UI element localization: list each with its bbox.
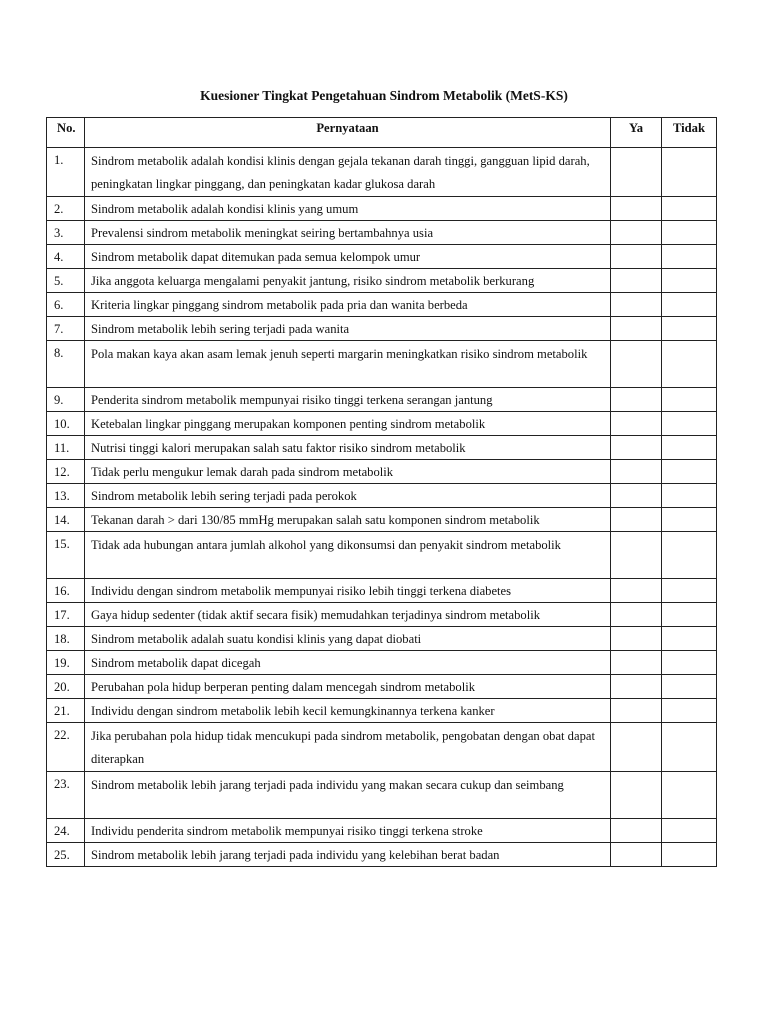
row-statement: Sindrom metabolik lebih jarang terjadi pada individu yang kelebihan berat badan [85, 843, 611, 867]
answer-yes-cell[interactable] [611, 723, 662, 772]
answer-yes-cell[interactable] [611, 197, 662, 221]
answer-yes-cell[interactable] [611, 508, 662, 532]
row-statement: Sindrom metabolik adalah kondisi klinis dengan gejala tekanan darah tinggi, gangguan lipid darah, peningkatan lingkar pinggang, dan peningkatan kadar glukosa darah [85, 148, 611, 197]
row-statement: Tidak perlu mengukur lemak darah pada sindrom metabolik [85, 460, 611, 484]
table-row [47, 843, 717, 867]
row-number: 16. [47, 579, 85, 603]
row-number: 9. [47, 388, 85, 412]
row-statement: Nutrisi tinggi kalori merupakan salah satu faktor risiko sindrom metabolik [85, 436, 611, 460]
row-number: 22. [47, 723, 85, 772]
table-row [47, 484, 717, 508]
row-number: 19. [47, 651, 85, 675]
table-row [47, 508, 717, 532]
answer-no-cell[interactable] [662, 388, 717, 412]
row-statement: Individu penderita sindrom metabolik mempunyai risiko tinggi terkena stroke [85, 819, 611, 843]
row-number: 10. [47, 412, 85, 436]
questionnaire-title: Kuesioner Tingkat Pengetahuan Sindrom Metabolik (MetS-KS) [200, 88, 568, 103]
row-statement: Individu dengan sindrom metabolik mempunyai risiko lebih tinggi terkena diabetes [85, 579, 611, 603]
row-number: 3. [47, 221, 85, 245]
row-statement: Sindrom metabolik adalah suatu kondisi klinis yang dapat diobati [85, 627, 611, 651]
answer-yes-cell[interactable] [611, 675, 662, 699]
row-statement: Sindrom metabolik lebih sering terjadi pada wanita [85, 317, 611, 341]
table-row [47, 341, 717, 388]
answer-yes-cell[interactable] [611, 579, 662, 603]
header-row [47, 118, 717, 148]
answer-yes-cell[interactable] [611, 412, 662, 436]
answer-yes-cell[interactable] [611, 843, 662, 867]
table-row [47, 460, 717, 484]
row-number: 7. [47, 317, 85, 341]
row-statement: Sindrom metabolik dapat ditemukan pada semua kelompok umur [85, 245, 611, 269]
row-number: 25. [47, 843, 85, 867]
answer-no-cell[interactable] [662, 197, 717, 221]
table-row [47, 148, 717, 197]
answer-no-cell[interactable] [662, 843, 717, 867]
table-row [47, 412, 717, 436]
row-number: 11. [47, 436, 85, 460]
table-row [47, 436, 717, 460]
answer-yes-cell[interactable] [611, 627, 662, 651]
row-number: 21. [47, 699, 85, 723]
row-statement: Perubahan pola hidup berperan penting dalam mencegah sindrom metabolik [85, 675, 611, 699]
row-number: 4. [47, 245, 85, 269]
row-statement: Individu dengan sindrom metabolik lebih kecil kemungkinannya terkena kanker [85, 699, 611, 723]
row-statement: Gaya hidup sedenter (tidak aktif secara fisik) memudahkan terjadinya sindrom metabolik [85, 603, 611, 627]
row-number: 2. [47, 197, 85, 221]
answer-no-cell[interactable] [662, 317, 717, 341]
row-statement: Pola makan kaya akan asam lemak jenuh seperti margarin meningkatkan risiko sindrom metabolik [85, 341, 611, 388]
answer-no-cell[interactable] [662, 412, 717, 436]
answer-yes-cell[interactable] [611, 532, 662, 579]
table-row [47, 699, 717, 723]
answer-no-cell[interactable] [662, 460, 717, 484]
answer-no-cell[interactable] [662, 293, 717, 317]
row-number: 20. [47, 675, 85, 699]
table-row [47, 388, 717, 412]
answer-yes-cell[interactable] [611, 388, 662, 412]
answer-no-cell[interactable] [662, 148, 717, 197]
answer-no-cell[interactable] [662, 245, 717, 269]
row-statement: Tidak ada hubungan antara jumlah alkohol yang dikonsumsi dan penyakit sindrom metabolik [85, 532, 611, 579]
table-row [47, 627, 717, 651]
row-statement: Jika perubahan pola hidup tidak mencukupi pada sindrom metabolik, pengobatan dengan obat dapat diterapkan [85, 723, 611, 772]
answer-no-cell[interactable] [662, 269, 717, 293]
answer-yes-cell[interactable] [611, 221, 662, 245]
table-row [47, 293, 717, 317]
row-statement: Ketebalan lingkar pinggang merupakan komponen penting sindrom metabolik [85, 412, 611, 436]
answer-yes-cell[interactable] [611, 245, 662, 269]
answer-no-cell[interactable] [662, 819, 717, 843]
answer-yes-cell[interactable] [611, 436, 662, 460]
answer-yes-cell[interactable] [611, 460, 662, 484]
answer-yes-cell[interactable] [611, 293, 662, 317]
table-row [47, 269, 717, 293]
table-row [47, 245, 717, 269]
table-row [47, 675, 717, 699]
row-number: 14. [47, 508, 85, 532]
row-statement: Penderita sindrom metabolik mempunyai risiko tinggi terkena serangan jantung [85, 388, 611, 412]
answer-no-cell[interactable] [662, 603, 717, 627]
row-statement: Sindrom metabolik adalah kondisi klinis yang umum [85, 197, 611, 221]
answer-yes-cell[interactable] [611, 341, 662, 388]
answer-yes-cell[interactable] [611, 484, 662, 508]
row-statement: Jika anggota keluarga mengalami penyakit jantung, risiko sindrom metabolik berkurang [85, 269, 611, 293]
answer-no-cell[interactable] [662, 699, 717, 723]
row-number: 17. [47, 603, 85, 627]
row-number: 18. [47, 627, 85, 651]
row-number: 5. [47, 269, 85, 293]
table-row [47, 819, 717, 843]
header-statement: Pernyataan [85, 118, 611, 148]
row-statement: Prevalensi sindrom metabolik meningkat seiring bertambahnya usia [85, 221, 611, 245]
row-statement: Sindrom metabolik dapat dicegah [85, 651, 611, 675]
row-number: 6. [47, 293, 85, 317]
answer-no-cell[interactable] [662, 436, 717, 460]
table-row [47, 221, 717, 245]
row-number: 8. [47, 341, 85, 388]
table-row [47, 603, 717, 627]
answer-yes-cell[interactable] [611, 772, 662, 819]
table-row [47, 317, 717, 341]
answer-no-cell[interactable] [662, 221, 717, 245]
answer-no-cell[interactable] [662, 627, 717, 651]
row-statement: Kriteria lingkar pinggang sindrom metabolik pada pria dan wanita berbeda [85, 293, 611, 317]
row-number: 24. [47, 819, 85, 843]
header-number: No. [47, 118, 85, 148]
table-row [47, 723, 717, 772]
table-row [47, 579, 717, 603]
answer-no-cell[interactable] [662, 532, 717, 579]
questionnaire-table [46, 117, 717, 867]
answer-no-cell[interactable] [662, 484, 717, 508]
answer-yes-cell[interactable] [611, 819, 662, 843]
answer-yes-cell[interactable] [611, 699, 662, 723]
answer-no-cell[interactable] [662, 723, 717, 772]
row-number: 23. [47, 772, 85, 819]
row-number: 12. [47, 460, 85, 484]
row-number: 13. [47, 484, 85, 508]
answer-yes-cell[interactable] [611, 603, 662, 627]
row-statement: Sindrom metabolik lebih sering terjadi pada perokok [85, 484, 611, 508]
table-row [47, 651, 717, 675]
answer-no-cell[interactable] [662, 651, 717, 675]
table-row [47, 197, 717, 221]
answer-no-cell[interactable] [662, 341, 717, 388]
row-number: 1. [47, 148, 85, 197]
answer-yes-cell[interactable] [611, 317, 662, 341]
row-statement: Sindrom metabolik lebih jarang terjadi pada individu yang makan secara cukup dan seimbang [85, 772, 611, 819]
table-row [47, 532, 717, 579]
row-number: 15. [47, 532, 85, 579]
answer-yes-cell[interactable] [611, 269, 662, 293]
row-statement: Tekanan darah > dari 130/85 mmHg merupakan salah satu komponen sindrom metabolik [85, 508, 611, 532]
header-yes: Ya [611, 118, 662, 148]
answer-no-cell[interactable] [662, 675, 717, 699]
answer-no-cell[interactable] [662, 579, 717, 603]
answer-yes-cell[interactable] [611, 651, 662, 675]
answer-no-cell[interactable] [662, 772, 717, 819]
answer-no-cell[interactable] [662, 508, 717, 532]
table-row [47, 772, 717, 819]
header-no: Tidak [662, 118, 717, 148]
answer-yes-cell[interactable] [611, 148, 662, 197]
